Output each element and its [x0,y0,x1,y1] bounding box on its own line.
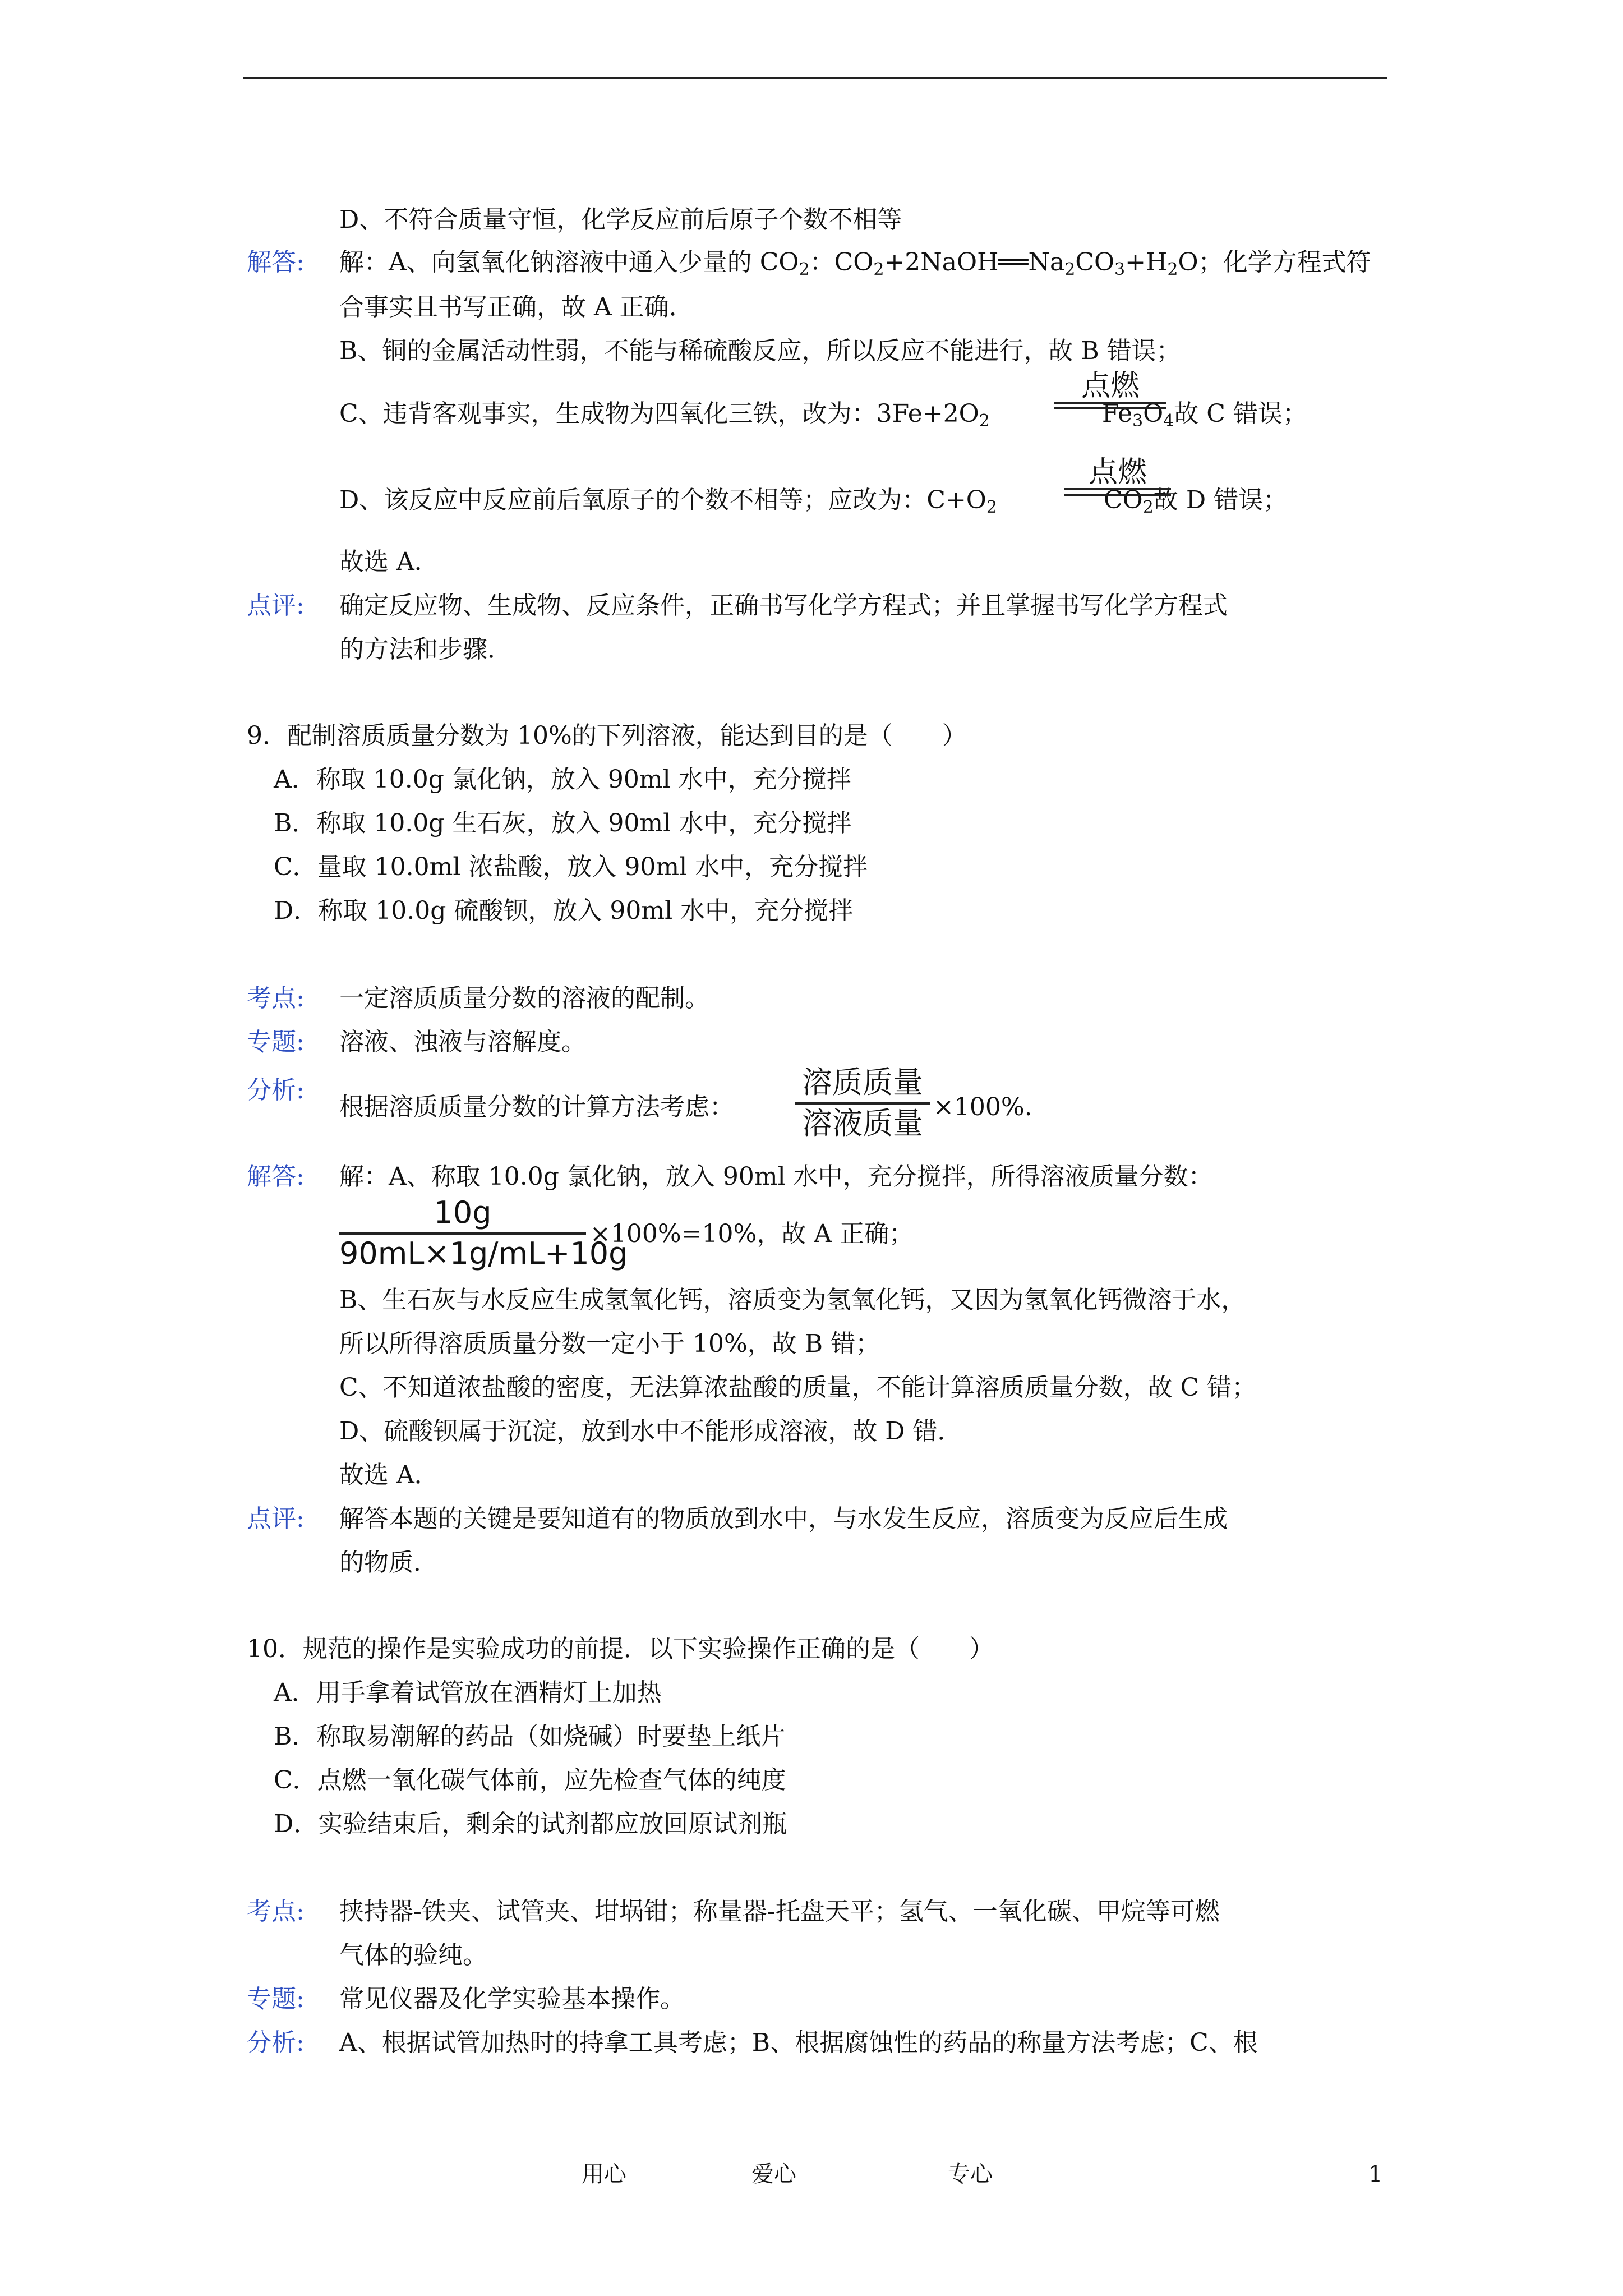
q10-kaodian-label: 考点: [247,1897,305,1926]
q9-comment-2: 的物质． [339,1548,438,1577]
q9-answer-fraction [339,1195,628,1272]
q10-fenxi-label: 分析: [247,2028,305,2057]
q9-answer-c: C、不知道浓盐酸的密度，无法算浓盐酸的质量，不能计算溶质质量分数，故 C 错； [339,1373,1257,1402]
q10-option-c: C．点燃一氧化碳气体前，应先检查气体的纯度 [274,1766,786,1795]
q9-zhuanti-label: 专题: [247,1028,305,1056]
q9-answer-b2: 所以所得溶质质量分数一定小于 10%，故 B 错； [339,1329,880,1358]
q8-option-d-note: D、不符合质量守恒，化学反应前后原子个数不相等 [339,205,902,234]
q8-answer-d: D、该反应中反应前后氧原子的个数不相等；应改为：$C+O_2$ $CO_2$故 D 错误； [339,486,1288,517]
q9-kaodian: 一定溶质质量分数的溶液的配制。 [339,984,709,1013]
q10-zhuanti-label: 专题: [247,1985,305,2013]
q10-option-d: D．实验结束后，剩余的试剂都应放回原试剂瓶 [274,1810,787,1838]
q9-fenxi-post: ×100%. [933,1093,1032,1121]
q9-kaodian-label: 考点: [247,984,305,1013]
q10-kaodian-2: 气体的验纯。 [339,1941,487,1970]
q9-fenxi-label: 分析: [247,1076,305,1105]
q10-stem: 10．规范的操作是实验成功的前提．以下实验操作正确的是（ ） [247,1635,994,1663]
q8-choose: 故选 A． [339,547,439,576]
q8-c-condition: 点燃 [1081,369,1140,403]
q8-answer-label: 解答: [247,248,305,277]
q9-fenxi-numerator: 溶质质量 [802,1065,923,1100]
q9-zhuanti: 溶液、浊液与溶解度。 [339,1028,586,1056]
q9-fenxi-denominator: 溶液质量 [802,1106,923,1141]
footer-right: 专心 [948,2161,993,2187]
q9-option-d: D．称取 10.0g 硫酸钡，放入 90ml 水中，充分搅拌 [274,896,854,925]
q9-option-b: B．称取 10.0g 生石灰，放入 90ml 水中，充分搅拌 [274,809,852,838]
q10-option-b: B．称取易潮解的药品（如烧碱）时要垫上纸片 [274,1722,786,1751]
q8-comment-1: 确定反应物、生成物、反应条件，正确书写化学方程式；并且掌握书写化学方程式 [339,591,1228,620]
footer-middle: 爱心 [751,2161,796,2187]
q8-answer-a: 解：A、向氢氧化钠溶液中通入少量的 $CO_2$：$CO_2+2NaOH══Na_2CO_3+H_2O$；化学方程式符 [339,248,1371,279]
q9-option-c: C．量取 10.0ml 浓盐酸，放入 90ml 水中，充分搅拌 [274,853,868,881]
q10-fenxi: A、根据试管加热时的持拿工具考虑；B、根据腐蚀性的药品的称量方法考虑；C、根 [339,2028,1258,2057]
q9-answer-label: 解答: [247,1162,305,1191]
q9-answer-denominator: 90mL×1g/mL+10g [339,1236,628,1271]
q9-answer-a-post: ×100%=10%，故 A 正确； [590,1220,914,1248]
q10-option-a: A．用手拿着试管放在酒精灯上加热 [274,1678,662,1707]
footer-left: 用心 [582,2161,626,2187]
q9-comment-1: 解答本题的关键是要知道有的物质放到水中，与水发生反应，溶质变为反应后生成 [339,1504,1228,1533]
q9-option-a: A．称取 10.0g 氯化钠，放入 90ml 水中，充分搅拌 [274,765,851,794]
q8-comment-2: 的方法和步骤． [339,635,512,664]
q9-fenxi-text: 根据溶质质量分数的计算方法考虑： [339,1093,734,1121]
q9-answer-b1: B、生石灰与水反应生成氢氧化钙，溶质变为氢氧化钙，又因为氢氧化钙微溶于水， [339,1286,1246,1314]
q9-answer-a: 解：A、称取 10.0g 氯化钠，放入 90ml 水中，充分搅拌，所得溶液质量分数： [339,1162,1213,1191]
header-rule [243,77,1387,79]
page-number: 1 [1368,2161,1383,2187]
q8-answer-c: C、违背客观事实，生成物为四氧化三铁，改为：$3Fe+2O_2$ $Fe_3O_4$故 C 错误； [339,399,1307,431]
q8-comment-label: 点评: [247,591,305,620]
q9-fenxi-fraction [795,1065,930,1142]
q10-kaodian-1: 挟持器-铁夹、试管夹、坩埚钳；称量器-托盘天平；氢气、一氧化碳、甲烷等可燃 [339,1897,1220,1926]
q8-answer-b: B、铜的金属活动性弱，不能与稀硫酸反应，所以反应不能进行，故 B 错误； [339,337,1181,365]
q9-choose: 故选 A． [339,1461,439,1489]
q8-d-reaction-arrow [1064,457,1171,496]
q10-zhuanti: 常见仪器及化学实验基本操作。 [339,1985,685,2013]
q8-c-reaction-arrow [1054,370,1166,409]
q9-answer-d: D、硫酸钡属于沉淀，放到水中不能形成溶液，故 D 错． [339,1417,962,1446]
q8-answer-a-cont: 合事实且书写正确，故 A 正确． [339,293,694,321]
q8-d-condition: 点燃 [1088,455,1147,489]
q9-answer-numerator: 10g [434,1195,492,1230]
q9-stem: 9．配制溶质质量分数为 10%的下列溶液，能达到目的是（ ） [247,721,967,750]
q9-comment-label: 点评: [247,1504,305,1533]
